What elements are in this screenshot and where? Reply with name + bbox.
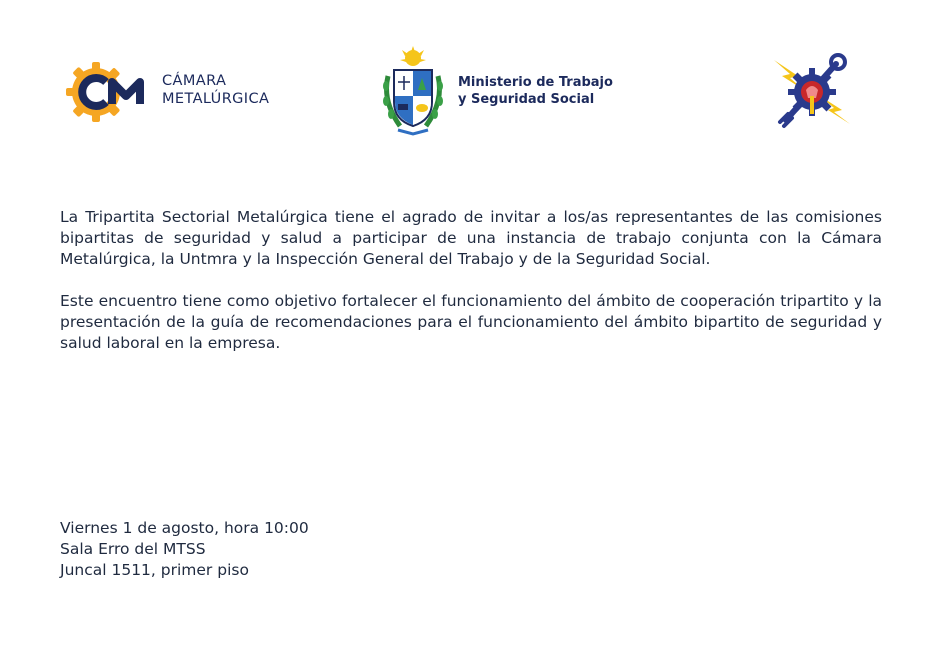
mtss-line2: y Seguridad Social bbox=[458, 92, 595, 107]
event-address: Juncal 1511, primer piso bbox=[60, 561, 249, 579]
uruguay-coat-of-arms-icon bbox=[378, 46, 448, 138]
mtss-name bbox=[458, 74, 613, 108]
mtss-logo bbox=[378, 46, 638, 138]
paragraph-objective: Este encuentro tiene como objetivo fortalecer el funcionamiento del ámbito de cooperación tripartito y la presentación de la guía de recomendaciones para el funcionamiento del ámbito bipartito de seguridad y salud laboral en la empresa. bbox=[60, 292, 882, 352]
camara-line2: METALÚRGICA bbox=[162, 91, 270, 107]
event-venue: Sala Erro del MTSS bbox=[60, 540, 206, 558]
header-logos bbox=[0, 0, 945, 160]
invitation-body bbox=[60, 207, 882, 375]
camara-name bbox=[162, 72, 269, 108]
camara-line1: CÁMARA bbox=[162, 73, 227, 89]
paragraph-invitation: La Tripartita Sectorial Metalúrgica tiene el agrado de invitar a los/as representantes de las comisiones bipartitas de seguridad y salud a participar de una instancia de trabajo conjunta con la Cámara Metalúrgica, la Untmra y la Inspección General del Trabajo y de la Seguridad Social. bbox=[60, 208, 882, 268]
untmra-emblem-icon bbox=[770, 50, 854, 134]
mtss-line1: Ministerio de Trabajo bbox=[458, 75, 613, 90]
event-datetime: Viernes 1 de agosto, hora 10:00 bbox=[60, 519, 309, 537]
camara-metalurgica-logo bbox=[66, 60, 286, 124]
event-details bbox=[60, 518, 309, 581]
camara-gear-icon bbox=[66, 60, 156, 124]
